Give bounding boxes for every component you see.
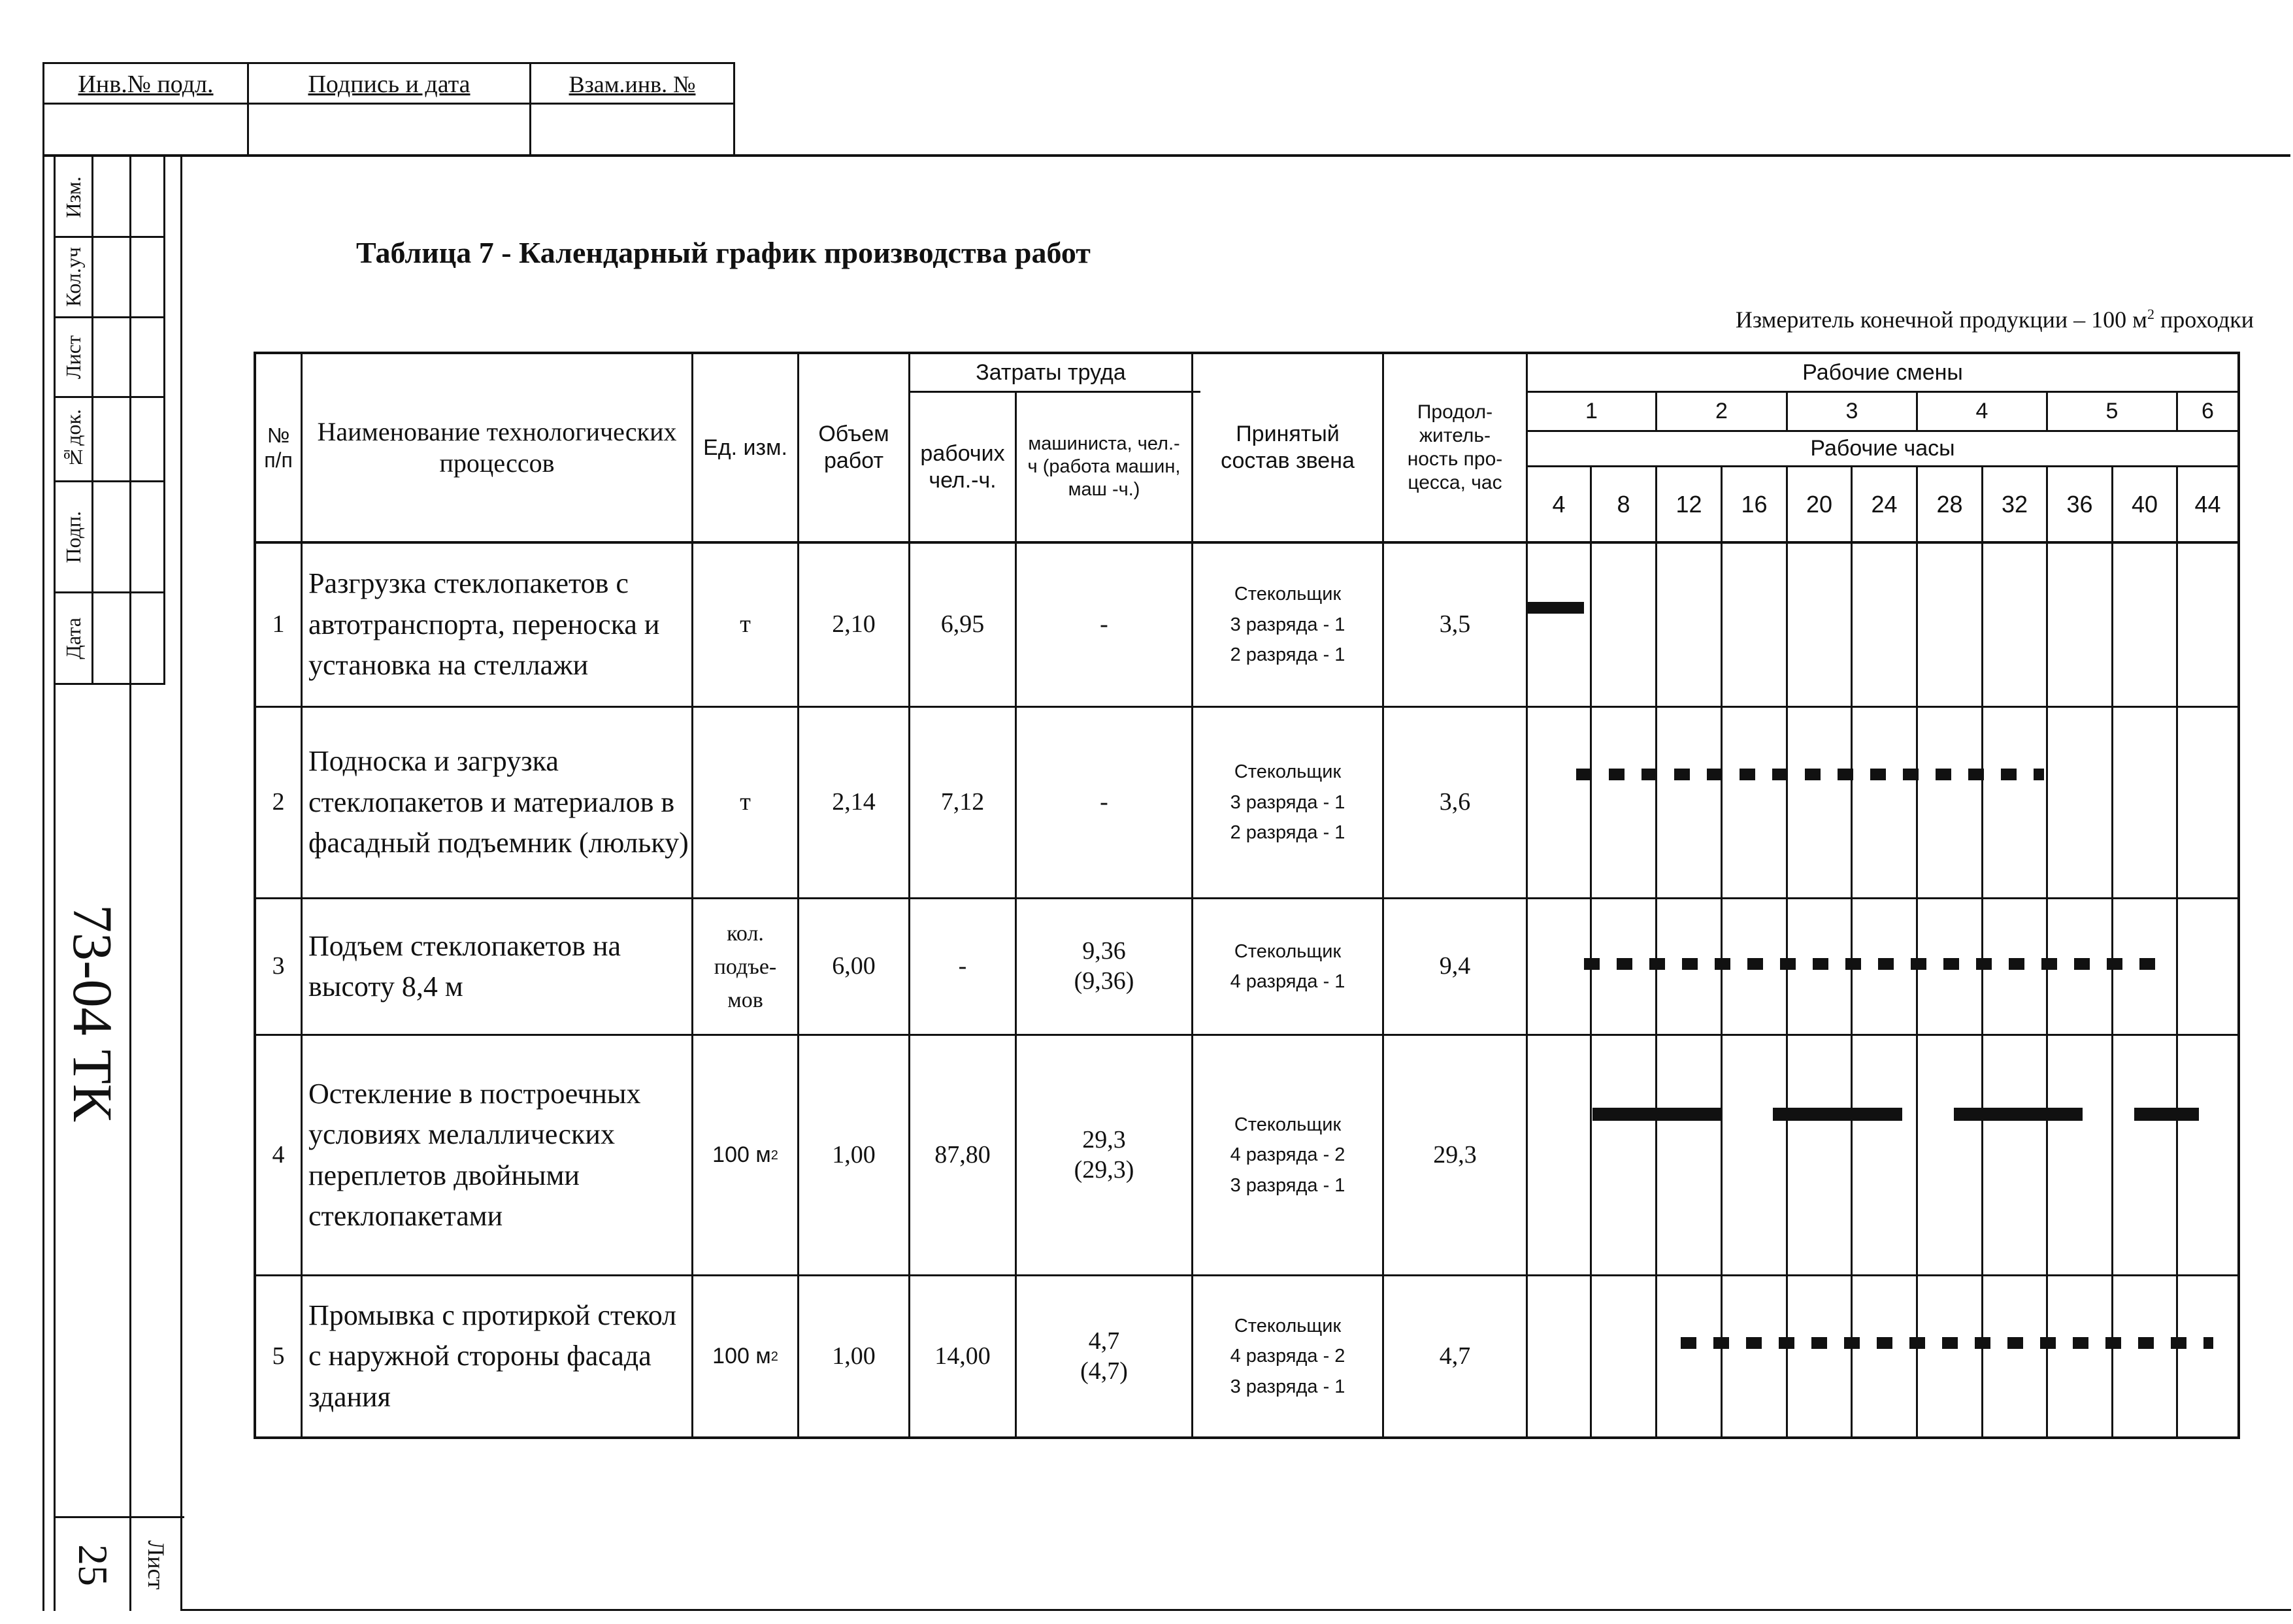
row-unit: кол. подъе-мов bbox=[714, 921, 777, 1012]
row-duration: 3,5 bbox=[1439, 610, 1471, 638]
gantt-dash bbox=[1584, 958, 1600, 970]
row-crew bbox=[1193, 899, 1382, 1034]
sheet-label: Лист bbox=[143, 1540, 170, 1590]
machinist-sub: (29,3) bbox=[1074, 1155, 1134, 1184]
side-col-izm: Изм. bbox=[61, 176, 86, 218]
gantt-bar-segment bbox=[2134, 1108, 2199, 1121]
hour-label: 12 bbox=[1675, 490, 1702, 518]
header-labor: Затраты труда bbox=[976, 359, 1126, 385]
crew-line: 3 разряда - 1 bbox=[1230, 791, 1345, 813]
machinist-value: 4,7 bbox=[1088, 1327, 1120, 1355]
row-num: 2 bbox=[272, 788, 285, 816]
table-title: Таблица 7 - Календарный график производства работ bbox=[356, 236, 1091, 269]
gantt-bar bbox=[1528, 602, 1584, 614]
hour-label: 24 bbox=[1871, 490, 1898, 518]
header-volume: Объем работ bbox=[818, 422, 889, 473]
measure-sup: 2 bbox=[2147, 306, 2154, 322]
gantt-dash bbox=[2139, 958, 2155, 970]
row-duration: 9,4 bbox=[1439, 952, 1471, 980]
hour-label: 32 bbox=[2001, 490, 2028, 518]
inv-label: Инв.№ подл. bbox=[78, 71, 214, 99]
gantt-dash bbox=[1681, 1337, 1696, 1349]
gantt-dash bbox=[2009, 958, 2024, 970]
row-name: Подноска и загрузка стеклопакетов и материалов в фасадный подъемник (люльку) bbox=[308, 745, 689, 859]
crew-line: 3 разряда - 1 bbox=[1230, 1376, 1345, 1397]
gantt-dash bbox=[1911, 958, 1926, 970]
crew-title: Стекольщик bbox=[1234, 1114, 1342, 1135]
shift-number: 6 bbox=[2202, 399, 2214, 424]
gantt-dash bbox=[2034, 769, 2044, 780]
gantt-dash bbox=[1649, 958, 1665, 970]
row-volume: 1,00 bbox=[832, 1342, 876, 1370]
gantt-dash bbox=[2171, 1337, 2186, 1349]
gantt-dash bbox=[1780, 958, 1796, 970]
gantt-dash bbox=[1976, 958, 1992, 970]
gantt-dash bbox=[2138, 1337, 2154, 1349]
row-machinist bbox=[1017, 1036, 1191, 1274]
gantt-dash bbox=[1682, 958, 1698, 970]
row-duration: 3,6 bbox=[1439, 788, 1471, 816]
measure-tail: проходки bbox=[2154, 307, 2254, 333]
machinist-sub: (4,7) bbox=[1080, 1357, 1128, 1385]
row-name: Подъем стеклопакетов на высоту 8,4 м bbox=[308, 929, 621, 1003]
doc-code: 73-04 ТК bbox=[61, 904, 125, 1122]
row-workers: - bbox=[958, 952, 967, 980]
gantt-dash bbox=[1779, 1337, 1794, 1349]
crew-line: 3 разряда - 1 bbox=[1230, 1174, 1345, 1196]
hour-label: 36 bbox=[2066, 490, 2093, 518]
row-duration: 29,3 bbox=[1433, 1140, 1477, 1168]
row-workers: 6,95 bbox=[940, 610, 985, 638]
gantt-bar-segment bbox=[1954, 1108, 2083, 1121]
crew-line: 2 разряда - 1 bbox=[1230, 644, 1345, 666]
gantt-dash bbox=[1740, 769, 1755, 780]
row-unit bbox=[693, 1036, 797, 1274]
gantt-dash bbox=[1870, 769, 1886, 780]
shift-number: 5 bbox=[2105, 399, 2119, 424]
row-num: 1 bbox=[272, 610, 285, 638]
gantt-dash bbox=[1746, 1337, 1762, 1349]
row-volume: 2,10 bbox=[832, 610, 876, 638]
gantt-dash bbox=[1813, 958, 1828, 970]
row-name: Остекление в построечных условиях мелаллических переплетов двойными стеклопакетами bbox=[308, 1077, 641, 1232]
row-crew bbox=[1193, 708, 1382, 897]
gantt-dash bbox=[1772, 769, 1788, 780]
row-volume: 1,00 bbox=[832, 1140, 876, 1168]
gantt-dash bbox=[1713, 1337, 1729, 1349]
hour-label: 40 bbox=[2131, 490, 2158, 518]
header-duration: Продол-житель-ность про-цесса, час bbox=[1407, 401, 1503, 493]
crew-title: Стекольщик bbox=[1234, 940, 1342, 962]
row-num: 5 bbox=[272, 1342, 285, 1370]
gantt-dash bbox=[2107, 958, 2122, 970]
machinist-sub: (9,36) bbox=[1074, 967, 1134, 995]
gantt-dash bbox=[1845, 958, 1861, 970]
row-num: 4 bbox=[272, 1140, 285, 1168]
header-machinist: машиниста, чел.-ч (работа машин, маш -ч.) bbox=[1027, 433, 1181, 500]
row-num: 3 bbox=[272, 952, 285, 980]
gantt-dash bbox=[1715, 958, 1730, 970]
shift-number: 4 bbox=[1975, 399, 1988, 424]
sheet-number: 25 bbox=[69, 1544, 116, 1586]
row-machinist: - bbox=[1100, 788, 1108, 816]
bottom-frame-line bbox=[180, 1609, 2291, 1611]
gantt-dash bbox=[1674, 769, 1690, 780]
row-machinist bbox=[1017, 1276, 1191, 1436]
row-crew bbox=[1193, 1036, 1382, 1274]
gantt-dash bbox=[2041, 958, 2057, 970]
gantt-dash bbox=[2007, 1337, 2023, 1349]
crew-line: 4 разряда - 1 bbox=[1230, 971, 1345, 992]
header-crew: Принятый состав звена bbox=[1221, 422, 1355, 473]
gantt-bar-segment bbox=[1773, 1108, 1902, 1121]
measure-text bbox=[1736, 306, 2254, 333]
shift-number: 2 bbox=[1715, 399, 1728, 424]
row-volume: 2,14 bbox=[832, 788, 876, 816]
row-machinist: - bbox=[1100, 610, 1108, 638]
gantt-dash bbox=[1903, 769, 1919, 780]
hour-label: 20 bbox=[1806, 490, 1833, 518]
row-crew bbox=[1193, 544, 1382, 706]
sign-label: Подпись и дата bbox=[308, 71, 470, 99]
gantt-dash bbox=[1609, 769, 1625, 780]
crew-title: Стекольщик bbox=[1234, 1315, 1342, 1336]
gantt-dash bbox=[1805, 769, 1821, 780]
crew-line: 3 разряда - 1 bbox=[1230, 614, 1345, 635]
gantt-dash bbox=[1877, 1337, 1892, 1349]
hour-label: 16 bbox=[1741, 490, 1768, 518]
header-name: Наименование технологических процессов bbox=[317, 417, 677, 478]
gantt-dash bbox=[2203, 1337, 2213, 1349]
vzam-label: Взам.инв. № bbox=[569, 71, 696, 98]
gantt-dash bbox=[2105, 1337, 2121, 1349]
shift-number: 1 bbox=[1585, 399, 1598, 424]
gantt-dash bbox=[1641, 769, 1657, 780]
side-col-data: Дата bbox=[61, 617, 86, 659]
gantt-dash bbox=[1707, 769, 1723, 780]
row-name: Промывка с протиркой стекол с наружной стороны фасада здания bbox=[308, 1299, 677, 1413]
side-col-podp: Подп. bbox=[61, 510, 86, 563]
gantt-dash bbox=[1844, 1337, 1860, 1349]
hour-label: 44 bbox=[2194, 490, 2221, 518]
gantt-dash bbox=[1617, 958, 1632, 970]
header-shifts: Рабочие смены bbox=[1802, 359, 1963, 385]
crew-title: Стекольщик bbox=[1234, 584, 1342, 605]
gantt-dash bbox=[1975, 1337, 1990, 1349]
row-workers: 14,00 bbox=[934, 1342, 991, 1370]
gantt-dash bbox=[1747, 958, 1763, 970]
row-workers: 87,80 bbox=[934, 1140, 991, 1168]
gantt-dash bbox=[1943, 958, 1959, 970]
row-name: Разгрузка стеклопакетов с автотранспорта, переноска и установка на стеллажи bbox=[308, 567, 660, 682]
hour-label: 8 bbox=[1617, 490, 1630, 518]
gantt-dash bbox=[1576, 769, 1592, 780]
row-unit: т bbox=[740, 788, 751, 816]
row-duration: 4,7 bbox=[1439, 1342, 1471, 1370]
gantt-dash bbox=[1909, 1337, 1925, 1349]
crew-line: 4 разряда - 2 bbox=[1230, 1144, 1345, 1166]
gantt-dash bbox=[2073, 1337, 2088, 1349]
machinist-value: 9,36 bbox=[1082, 937, 1126, 965]
header-num: № п/п bbox=[264, 423, 293, 472]
gantt-dash bbox=[2001, 769, 2017, 780]
gantt-dash bbox=[1878, 958, 1894, 970]
side-col-ndok: №док. bbox=[61, 409, 86, 469]
header-unit: Ед. изм. bbox=[703, 435, 787, 460]
header-workers: рабочих чел.-ч. bbox=[920, 440, 1005, 493]
header-hours-label: Рабочие часы bbox=[1810, 436, 1955, 461]
row-unit: т bbox=[740, 610, 751, 638]
gantt-bar-segment bbox=[1592, 1108, 1721, 1121]
unit-text: 100 м bbox=[712, 1344, 771, 1369]
unit-sup: 2 bbox=[770, 1148, 778, 1163]
measure-main: Измеритель конечной продукции – 100 м bbox=[1735, 307, 2147, 333]
unit-sup: 2 bbox=[770, 1349, 778, 1364]
hour-label: 4 bbox=[1552, 490, 1566, 518]
machinist-value: 29,3 bbox=[1082, 1125, 1126, 1153]
gantt-dash bbox=[2074, 958, 2090, 970]
crew-line: 2 разряда - 1 bbox=[1230, 822, 1345, 844]
gantt-dash bbox=[1942, 1337, 1958, 1349]
row-unit bbox=[693, 1276, 797, 1436]
crew-title: Стекольщик bbox=[1234, 761, 1342, 783]
gantt-dash bbox=[1838, 769, 1853, 780]
gantt-dash bbox=[1936, 769, 1951, 780]
side-col-list: Лист bbox=[61, 335, 86, 379]
crew-line: 4 разряда - 2 bbox=[1230, 1346, 1345, 1367]
row-volume: 6,00 bbox=[832, 952, 876, 980]
unit-text: 100 м bbox=[712, 1142, 771, 1168]
row-workers: 7,12 bbox=[940, 788, 985, 816]
side-col-kol: Кол.уч bbox=[61, 247, 86, 307]
gantt-dash bbox=[1811, 1337, 1827, 1349]
hour-label: 28 bbox=[1936, 490, 1963, 518]
shift-number: 3 bbox=[1845, 399, 1858, 424]
gantt-dash bbox=[2040, 1337, 2056, 1349]
row-machinist bbox=[1017, 899, 1191, 1034]
gantt-dash bbox=[1968, 769, 1984, 780]
row-crew bbox=[1193, 1276, 1382, 1436]
